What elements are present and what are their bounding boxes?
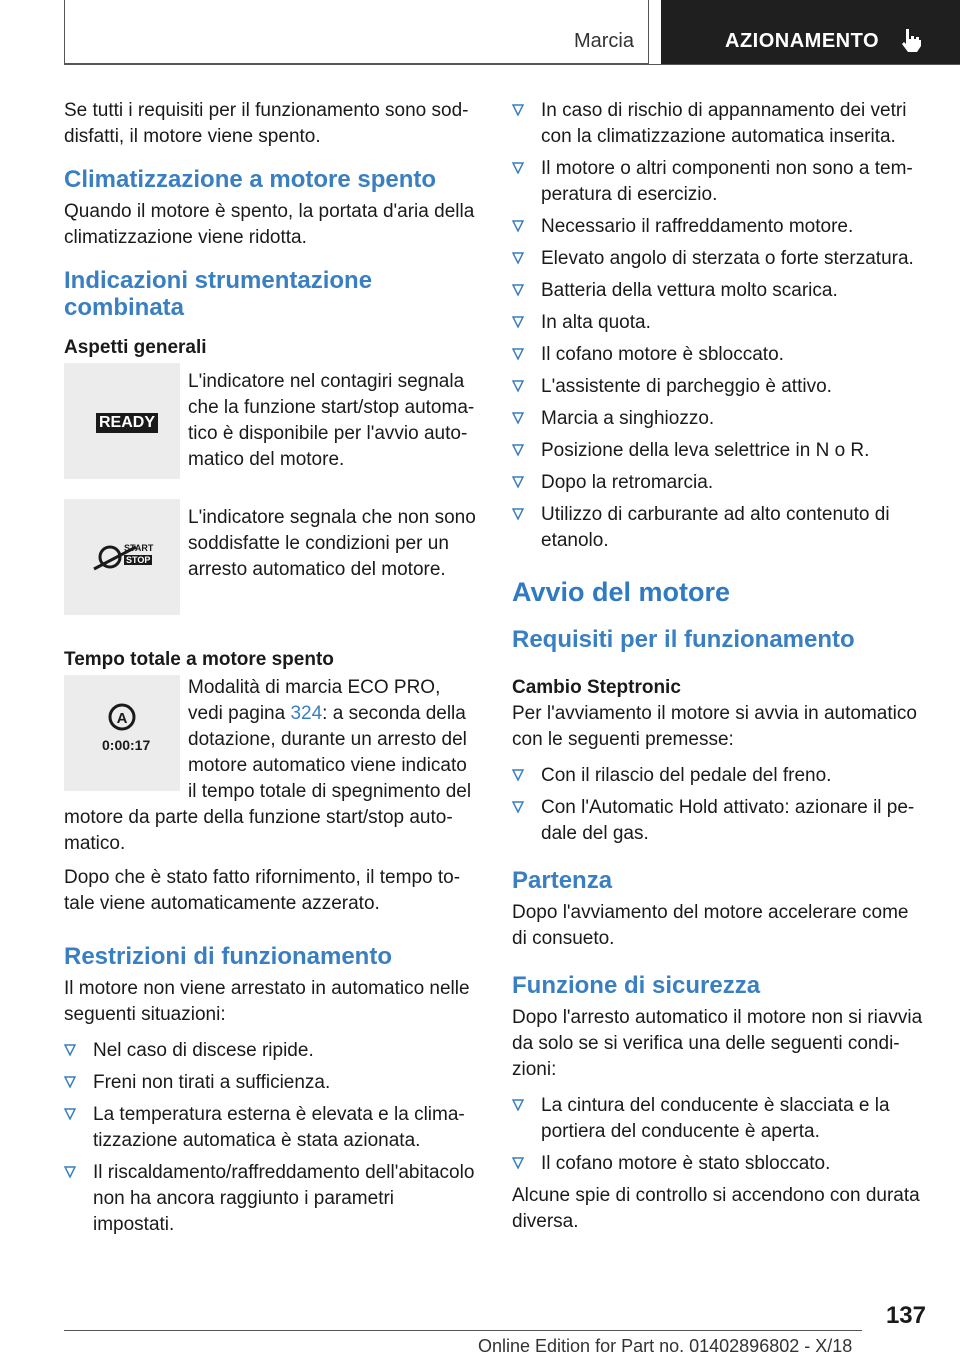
list-item [512, 470, 926, 496]
paragraph-rifornimento: Dopo che è stato fatto rifornimento, il tempo to-tale viene automaticamente azzerato. [64, 867, 461, 914]
list-item [512, 1093, 926, 1145]
triangle-bullet-icon [512, 476, 524, 488]
triangle-bullet-icon [512, 104, 524, 116]
list-item-text: In alta quota. [541, 312, 651, 333]
list-item [512, 246, 926, 272]
ready-description: L'indicatore nel contagiri segnala che la funzione start/stop automa-tico è disponibile per l'avvio auto-matico del motore. [188, 371, 475, 470]
right-column [512, 98, 926, 1243]
svg-text:A: A [116, 710, 128, 727]
heading-restrizioni: Restrizioni di funzionamento [64, 943, 392, 970]
triangle-bullet-icon [512, 220, 524, 232]
auto-start-stop-icon [64, 675, 180, 791]
list-item [512, 98, 926, 150]
list-item-text: Il riscaldamento/raffreddamento dell'abitacolo non ha ancora raggiunto i parametri impostati. [93, 1162, 475, 1235]
list-item-text: Il motore o altri componenti non sono a tem-peratura di esercizio. [541, 158, 913, 205]
heading-climatizzazione: Climatizzazione a motore spento [64, 166, 437, 193]
start-stop-indicator-image [64, 499, 180, 615]
restrizioni-list-continued [512, 98, 926, 554]
triangle-bullet-icon [512, 444, 524, 456]
header-frame [64, 0, 649, 64]
list-item-text: La temperatura esterna è elevata e la clima-tizzazione automatica è stata azionata. [93, 1104, 465, 1151]
ready-indicator-image [64, 363, 180, 479]
timer-indicator-image [64, 675, 180, 791]
cambio-list [512, 763, 926, 847]
list-item-text: Il cofano motore è sbloccato. [541, 344, 784, 365]
edition-footer: Online Edition for Part no. 01402896802 - X/18 [478, 1336, 853, 1356]
list-item [64, 1070, 480, 1096]
list-item-text: In caso di rischio di appannamento dei vetri con la climatizzazione automatica inserita. [541, 100, 907, 147]
paragraph-sicurezza: Dopo l'arresto automatico il motore non si riavvia da solo se si verifica una delle seguenti condi-zioni: [512, 1007, 923, 1080]
list-item-text: La cintura del conducente è slacciata e la portiera del conducente è aperta. [541, 1095, 890, 1142]
list-item-text: Freni non tirati a sufficienza. [93, 1072, 331, 1093]
footer-rule [64, 1330, 862, 1331]
figure-start-stop [64, 499, 480, 615]
heading-aspetti-generali: Aspetti generali [64, 337, 207, 358]
paragraph-partenza: Dopo l'avviamento del motore accelerare come di consueto. [512, 902, 909, 949]
list-item-text: Il cofano motore è stato sbloccato. [541, 1153, 831, 1174]
triangle-bullet-icon [64, 1166, 76, 1178]
list-item-text: Batteria della vettura molto scarica. [541, 280, 838, 301]
triangle-bullet-icon [512, 412, 524, 424]
list-item-text: Con l'Automatic Hold attivato: azionare il pe-dale del gas. [541, 797, 915, 844]
list-item-text: Utilizzo di carburante ad alto contenuto di etanolo. [541, 504, 890, 551]
start-label: START [124, 543, 154, 553]
intro-paragraph: Se tutti i requisiti per il funzionamento sono sod-disfatti, il motore viene spento. [64, 100, 469, 147]
paragraph-restrizioni: Il motore non viene arrestato in automatico nelle seguenti situazioni: [64, 978, 470, 1025]
page-link-324[interactable]: 324 [290, 703, 323, 724]
list-item [512, 278, 926, 304]
list-item-text: Nel caso di discese ripide. [93, 1040, 314, 1061]
heading-indicazioni: Indicazioni strumentazione combinata [64, 267, 373, 321]
restrizioni-list [64, 1038, 480, 1238]
heading-partenza: Partenza [512, 867, 613, 894]
list-item [64, 1102, 480, 1154]
triangle-bullet-icon [64, 1076, 76, 1088]
list-item [512, 438, 926, 464]
figure-timer [64, 675, 480, 805]
triangle-bullet-icon [512, 1157, 524, 1169]
section-title: Marcia [573, 30, 634, 52]
list-item [512, 156, 926, 208]
list-item [512, 374, 926, 400]
timer-description-end: : a seconda della dotazione, durante un arresto del motore automatico viene indicato il tempo totale di spegnimento del [188, 703, 472, 802]
list-item-text: Posizione della leva selettrice in N o R. [541, 440, 870, 461]
triangle-bullet-icon [512, 284, 524, 296]
stop-label: STOP [126, 555, 151, 565]
triangle-bullet-icon [64, 1108, 76, 1120]
list-item-text: L'assistente di parcheggio è attivo. [541, 376, 832, 397]
list-item-text: Con il rilascio del pedale del freno. [541, 765, 832, 786]
left-column [64, 98, 480, 1244]
heading-avvio-motore: Avvio del motore [512, 577, 731, 607]
figure-ready [64, 363, 480, 479]
triangle-bullet-icon [512, 316, 524, 328]
paragraph-climatizzazione: Quando il motore è spento, la portata d'aria della climatizzazione viene ridotta. [64, 201, 475, 248]
heading-tempo-totale: Tempo totale a motore spento [64, 649, 334, 670]
list-item [64, 1038, 480, 1064]
list-item [512, 406, 926, 432]
page-number: 137 [885, 1302, 926, 1329]
timer-continued: motore da parte della funzione start/stop auto-matico. [64, 807, 453, 854]
triangle-bullet-icon [512, 252, 524, 264]
header-rule [64, 64, 960, 65]
timer-description-start: Modalità di marcia ECO PRO, vedi pagina [188, 677, 441, 724]
paragraph-cambio: Per l'avviamento il motore si avvia in automatico con le seguenti premesse: [512, 703, 917, 750]
list-item [512, 342, 926, 368]
triangle-bullet-icon [512, 1099, 524, 1111]
chapter-title: AZIONAMENTO [725, 30, 880, 52]
list-item [512, 502, 926, 554]
start-stop-description: L'indicatore segnala che non sono soddisfatte le condizioni per un arresto automatico del motore. [188, 507, 476, 580]
triangle-bullet-icon [512, 769, 524, 781]
heading-cambio-steptronic: Cambio Steptronic [512, 677, 681, 698]
list-item-text: Dopo la retromarcia. [541, 472, 714, 493]
ready-label: READY [96, 413, 158, 433]
triangle-bullet-icon [512, 380, 524, 392]
list-item [512, 795, 926, 847]
chapter-tab[interactable] [661, 0, 960, 64]
triangle-bullet-icon [64, 1044, 76, 1056]
paragraph-spie: Alcune spie di controllo si accendono con durata diversa. [512, 1185, 920, 1232]
sicurezza-list [512, 1093, 926, 1177]
triangle-bullet-icon [512, 162, 524, 174]
list-item [512, 310, 926, 336]
hand-pointer-icon [897, 26, 925, 54]
heading-sicurezza: Funzione di sicurezza [512, 972, 761, 999]
heading-requisiti: Requisiti per il funzionamento [512, 626, 855, 653]
timer-description [188, 675, 480, 805]
list-item [512, 763, 926, 789]
list-item [512, 1151, 926, 1177]
list-item-text: Elevato angolo di sterzata o forte sterzatura. [541, 248, 914, 269]
triangle-bullet-icon [512, 348, 524, 360]
list-item-text: Necessario il raffreddamento motore. [541, 216, 854, 237]
triangle-bullet-icon [512, 801, 524, 813]
list-item-text: Marcia a singhiozzo. [541, 408, 715, 429]
triangle-bullet-icon [512, 508, 524, 520]
start-stop-off-icon [64, 499, 180, 615]
timer-label: 0:00:17 [102, 737, 151, 753]
list-item [512, 214, 926, 240]
list-item [64, 1160, 480, 1238]
